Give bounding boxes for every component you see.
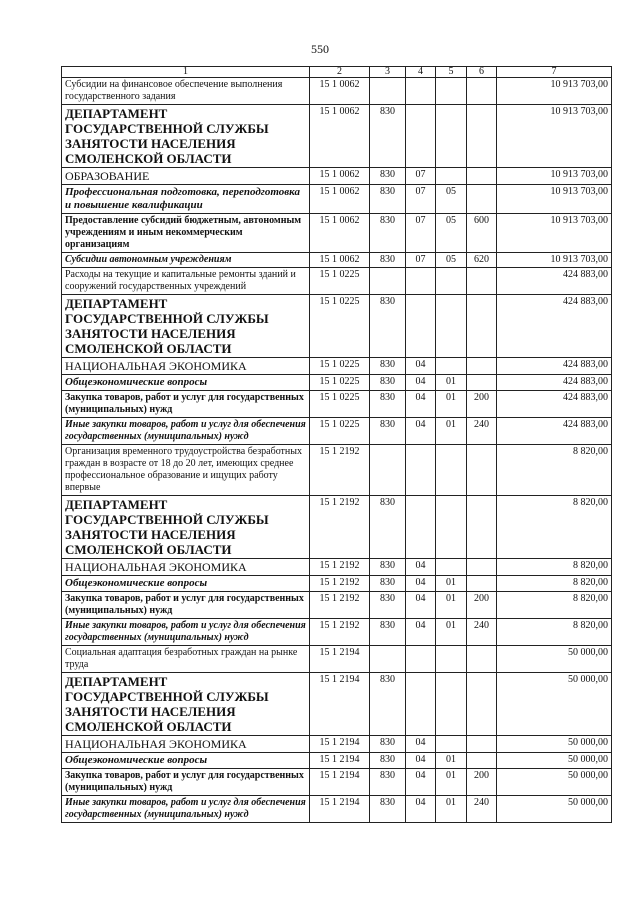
row-name-cell: НАЦИОНАЛЬНАЯ ЭКОНОМИКА xyxy=(62,736,310,753)
expense-type-cell: 200 xyxy=(467,391,497,418)
subsection-code-cell xyxy=(436,673,467,736)
subsection-code-cell xyxy=(436,646,467,673)
target-article-cell: 15 1 0225 xyxy=(310,295,370,358)
section-code-cell xyxy=(406,105,436,168)
ministry-code-cell: 830 xyxy=(370,375,406,391)
expense-type-cell xyxy=(467,673,497,736)
subsection-code-cell xyxy=(436,736,467,753)
row-name-cell: Иные закупки товаров, работ и услуг для обеспечения государственных (муниципальных) нужд xyxy=(62,796,310,823)
table-row xyxy=(62,646,612,673)
amount-cell: 10 913 703,00 xyxy=(497,78,612,105)
target-article-cell: 15 1 0062 xyxy=(310,78,370,105)
section-code-cell xyxy=(406,646,436,673)
target-article-cell: 15 1 2192 xyxy=(310,619,370,646)
amount-cell: 50 000,00 xyxy=(497,646,612,673)
expense-type-cell xyxy=(467,496,497,559)
row-name-cell: Расходы на текущие и капитальные ремонты зданий и сооружений государственных учреждений xyxy=(62,268,310,295)
column-header: 3 xyxy=(370,67,406,78)
row-name-cell: Общеэкономические вопросы xyxy=(62,375,310,391)
section-code-cell: 04 xyxy=(406,796,436,823)
section-code-cell: 04 xyxy=(406,576,436,592)
row-name-cell: Субсидии автономным учреждениям xyxy=(62,253,310,268)
table-row xyxy=(62,445,612,496)
row-name-cell: Закупка товаров, работ и услуг для государственных (муниципальных) нужд xyxy=(62,592,310,619)
ministry-code-cell: 830 xyxy=(370,391,406,418)
row-name-cell: Социальная адаптация безработных граждан на рынке труда xyxy=(62,646,310,673)
table-row xyxy=(62,796,612,823)
row-name-cell: НАЦИОНАЛЬНАЯ ЭКОНОМИКА xyxy=(62,358,310,375)
ministry-code-cell: 830 xyxy=(370,418,406,445)
table-row xyxy=(62,576,612,592)
section-code-cell: 07 xyxy=(406,168,436,185)
target-article-cell: 15 1 0225 xyxy=(310,268,370,295)
amount-cell: 8 820,00 xyxy=(497,496,612,559)
target-article-cell: 15 1 2194 xyxy=(310,736,370,753)
ministry-code-cell: 830 xyxy=(370,358,406,375)
ministry-code-cell: 830 xyxy=(370,105,406,168)
column-header: 2 xyxy=(310,67,370,78)
expense-type-cell: 240 xyxy=(467,418,497,445)
section-code-cell: 07 xyxy=(406,253,436,268)
ministry-code-cell: 830 xyxy=(370,295,406,358)
row-name-cell: ДЕПАРТАМЕНТ ГОСУДАРСТВЕННОЙ СЛУЖБЫ ЗАНЯТОСТИ НАСЕЛЕНИЯ СМОЛЕНСКОЙ ОБЛАСТИ xyxy=(62,496,310,559)
section-code-cell xyxy=(406,295,436,358)
expense-type-cell: 200 xyxy=(467,592,497,619)
table-row xyxy=(62,375,612,391)
table-row xyxy=(62,268,612,295)
expense-type-cell xyxy=(467,576,497,592)
section-code-cell: 04 xyxy=(406,736,436,753)
section-code-cell: 04 xyxy=(406,592,436,619)
subsection-code-cell: 01 xyxy=(436,391,467,418)
amount-cell: 8 820,00 xyxy=(497,619,612,646)
expense-type-cell xyxy=(467,358,497,375)
expense-type-cell xyxy=(467,375,497,391)
row-name-cell: Организация временного трудоустройства безработных граждан в возрасте от 18 до 20 лет, имеющих среднее профессиональное образование и ищущих работу впервые xyxy=(62,445,310,496)
ministry-code-cell: 830 xyxy=(370,559,406,576)
subsection-code-cell xyxy=(436,559,467,576)
table-body xyxy=(62,78,612,823)
ministry-code-cell: 830 xyxy=(370,496,406,559)
amount-cell: 50 000,00 xyxy=(497,736,612,753)
amount-cell: 10 913 703,00 xyxy=(497,105,612,168)
ministry-code-cell: 830 xyxy=(370,592,406,619)
subsection-code-cell xyxy=(436,358,467,375)
target-article-cell: 15 1 0062 xyxy=(310,253,370,268)
expense-type-cell xyxy=(467,295,497,358)
section-code-cell xyxy=(406,78,436,105)
table-row xyxy=(62,295,612,358)
amount-cell: 424 883,00 xyxy=(497,375,612,391)
subsection-code-cell xyxy=(436,295,467,358)
expense-type-cell xyxy=(467,753,497,769)
row-name-cell: Профессиональная подготовка, переподготовка и повышение квалификации xyxy=(62,185,310,214)
amount-cell: 424 883,00 xyxy=(497,391,612,418)
row-name-cell: Субсидии на финансовое обеспечение выполнения государственного задания xyxy=(62,78,310,105)
ministry-code-cell: 830 xyxy=(370,576,406,592)
target-article-cell: 15 1 0225 xyxy=(310,375,370,391)
table-row xyxy=(62,559,612,576)
amount-cell: 50 000,00 xyxy=(497,769,612,796)
target-article-cell: 15 1 2192 xyxy=(310,592,370,619)
expense-type-cell: 620 xyxy=(467,253,497,268)
amount-cell: 424 883,00 xyxy=(497,295,612,358)
subsection-code-cell xyxy=(436,268,467,295)
amount-cell: 424 883,00 xyxy=(497,358,612,375)
table-row xyxy=(62,391,612,418)
ministry-code-cell: 830 xyxy=(370,214,406,253)
row-name-cell: Предоставление субсидий бюджетным, автономным учреждениям и иным некоммерческим организациям xyxy=(62,214,310,253)
subsection-code-cell: 01 xyxy=(436,375,467,391)
table-row xyxy=(62,769,612,796)
row-name-cell: Иные закупки товаров, работ и услуг для обеспечения государственных (муниципальных) нужд xyxy=(62,418,310,445)
table-row xyxy=(62,78,612,105)
amount-cell: 50 000,00 xyxy=(497,753,612,769)
row-name-cell: Иные закупки товаров, работ и услуг для обеспечения государственных (муниципальных) нужд xyxy=(62,619,310,646)
row-name-cell: ДЕПАРТАМЕНТ ГОСУДАРСТВЕННОЙ СЛУЖБЫ ЗАНЯТОСТИ НАСЕЛЕНИЯ СМОЛЕНСКОЙ ОБЛАСТИ xyxy=(62,295,310,358)
row-name-cell: ОБРАЗОВАНИЕ xyxy=(62,168,310,185)
ministry-code-cell: 830 xyxy=(370,168,406,185)
table-row xyxy=(62,619,612,646)
column-header: 4 xyxy=(406,67,436,78)
section-code-cell xyxy=(406,673,436,736)
table-row xyxy=(62,168,612,185)
section-code-cell xyxy=(406,496,436,559)
target-article-cell: 15 1 0225 xyxy=(310,358,370,375)
amount-cell: 50 000,00 xyxy=(497,796,612,823)
ministry-code-cell xyxy=(370,646,406,673)
subsection-code-cell: 01 xyxy=(436,796,467,823)
ministry-code-cell: 830 xyxy=(370,769,406,796)
section-code-cell: 04 xyxy=(406,559,436,576)
amount-cell: 8 820,00 xyxy=(497,559,612,576)
subsection-code-cell: 01 xyxy=(436,592,467,619)
column-header: 6 xyxy=(467,67,497,78)
amount-cell: 424 883,00 xyxy=(497,418,612,445)
ministry-code-cell: 830 xyxy=(370,796,406,823)
subsection-code-cell: 05 xyxy=(436,185,467,214)
ministry-code-cell: 830 xyxy=(370,736,406,753)
ministry-code-cell xyxy=(370,78,406,105)
section-code-cell: 04 xyxy=(406,769,436,796)
row-name-cell: Общеэкономические вопросы xyxy=(62,576,310,592)
amount-cell: 8 820,00 xyxy=(497,592,612,619)
amount-cell: 8 820,00 xyxy=(497,445,612,496)
target-article-cell: 15 1 0225 xyxy=(310,418,370,445)
table-row xyxy=(62,214,612,253)
section-code-cell: 04 xyxy=(406,391,436,418)
amount-cell: 10 913 703,00 xyxy=(497,168,612,185)
subsection-code-cell: 01 xyxy=(436,418,467,445)
target-article-cell: 15 1 2192 xyxy=(310,576,370,592)
column-header: 5 xyxy=(436,67,467,78)
expense-type-cell xyxy=(467,105,497,168)
section-code-cell: 04 xyxy=(406,619,436,646)
row-name-cell: Общеэкономические вопросы xyxy=(62,753,310,769)
expense-type-cell xyxy=(467,736,497,753)
expense-type-cell xyxy=(467,78,497,105)
expense-type-cell xyxy=(467,185,497,214)
expense-type-cell xyxy=(467,445,497,496)
target-article-cell: 15 1 2194 xyxy=(310,769,370,796)
target-article-cell: 15 1 2194 xyxy=(310,673,370,736)
row-name-cell: ДЕПАРТАМЕНТ ГОСУДАРСТВЕННОЙ СЛУЖБЫ ЗАНЯТОСТИ НАСЕЛЕНИЯ СМОЛЕНСКОЙ ОБЛАСТИ xyxy=(62,673,310,736)
header-row xyxy=(62,67,612,78)
subsection-code-cell xyxy=(436,78,467,105)
subsection-code-cell: 05 xyxy=(436,214,467,253)
section-code-cell: 07 xyxy=(406,214,436,253)
table-row xyxy=(62,753,612,769)
subsection-code-cell xyxy=(436,496,467,559)
subsection-code-cell xyxy=(436,105,467,168)
target-article-cell: 15 1 2192 xyxy=(310,559,370,576)
page-number: 550 xyxy=(311,42,329,56)
ministry-code-cell: 830 xyxy=(370,753,406,769)
table-row xyxy=(62,253,612,268)
table-row xyxy=(62,105,612,168)
target-article-cell: 15 1 2192 xyxy=(310,496,370,559)
amount-cell: 8 820,00 xyxy=(497,576,612,592)
table-row xyxy=(62,185,612,214)
amount-cell: 10 913 703,00 xyxy=(497,185,612,214)
subsection-code-cell: 05 xyxy=(436,253,467,268)
expense-type-cell xyxy=(467,168,497,185)
ministry-code-cell xyxy=(370,268,406,295)
section-code-cell: 04 xyxy=(406,358,436,375)
target-article-cell: 15 1 2194 xyxy=(310,796,370,823)
table-row xyxy=(62,592,612,619)
expense-type-cell xyxy=(467,268,497,295)
target-article-cell: 15 1 2194 xyxy=(310,753,370,769)
column-header: 7 xyxy=(497,67,612,78)
row-name-cell: НАЦИОНАЛЬНАЯ ЭКОНОМИКА xyxy=(62,559,310,576)
amount-cell: 50 000,00 xyxy=(497,673,612,736)
section-code-cell xyxy=(406,268,436,295)
table-row xyxy=(62,418,612,445)
table-row xyxy=(62,496,612,559)
budget-table xyxy=(61,66,612,823)
ministry-code-cell: 830 xyxy=(370,619,406,646)
column-header: 1 xyxy=(62,67,310,78)
subsection-code-cell: 01 xyxy=(436,753,467,769)
ministry-code-cell: 830 xyxy=(370,673,406,736)
expense-type-cell xyxy=(467,646,497,673)
expense-type-cell: 240 xyxy=(467,619,497,646)
target-article-cell: 15 1 2194 xyxy=(310,646,370,673)
table-row xyxy=(62,358,612,375)
subsection-code-cell xyxy=(436,168,467,185)
amount-cell: 424 883,00 xyxy=(497,268,612,295)
table-row xyxy=(62,736,612,753)
section-code-cell: 04 xyxy=(406,753,436,769)
target-article-cell: 15 1 0062 xyxy=(310,185,370,214)
section-code-cell xyxy=(406,445,436,496)
row-name-cell: ДЕПАРТАМЕНТ ГОСУДАРСТВЕННОЙ СЛУЖБЫ ЗАНЯТОСТИ НАСЕЛЕНИЯ СМОЛЕНСКОЙ ОБЛАСТИ xyxy=(62,105,310,168)
subsection-code-cell xyxy=(436,445,467,496)
target-article-cell: 15 1 2192 xyxy=(310,445,370,496)
subsection-code-cell: 01 xyxy=(436,769,467,796)
row-name-cell: Закупка товаров, работ и услуг для государственных (муниципальных) нужд xyxy=(62,769,310,796)
amount-cell: 10 913 703,00 xyxy=(497,214,612,253)
subsection-code-cell: 01 xyxy=(436,576,467,592)
target-article-cell: 15 1 0225 xyxy=(310,391,370,418)
expense-type-cell: 200 xyxy=(467,769,497,796)
expense-type-cell: 600 xyxy=(467,214,497,253)
ministry-code-cell: 830 xyxy=(370,185,406,214)
expense-type-cell xyxy=(467,559,497,576)
section-code-cell: 04 xyxy=(406,375,436,391)
target-article-cell: 15 1 0062 xyxy=(310,214,370,253)
subsection-code-cell: 01 xyxy=(436,619,467,646)
expense-type-cell: 240 xyxy=(467,796,497,823)
ministry-code-cell xyxy=(370,445,406,496)
section-code-cell: 04 xyxy=(406,418,436,445)
section-code-cell: 07 xyxy=(406,185,436,214)
target-article-cell: 15 1 0062 xyxy=(310,105,370,168)
amount-cell: 10 913 703,00 xyxy=(497,253,612,268)
ministry-code-cell: 830 xyxy=(370,253,406,268)
row-name-cell: Закупка товаров, работ и услуг для государственных (муниципальных) нужд xyxy=(62,391,310,418)
target-article-cell: 15 1 0062 xyxy=(310,168,370,185)
table-row xyxy=(62,673,612,736)
